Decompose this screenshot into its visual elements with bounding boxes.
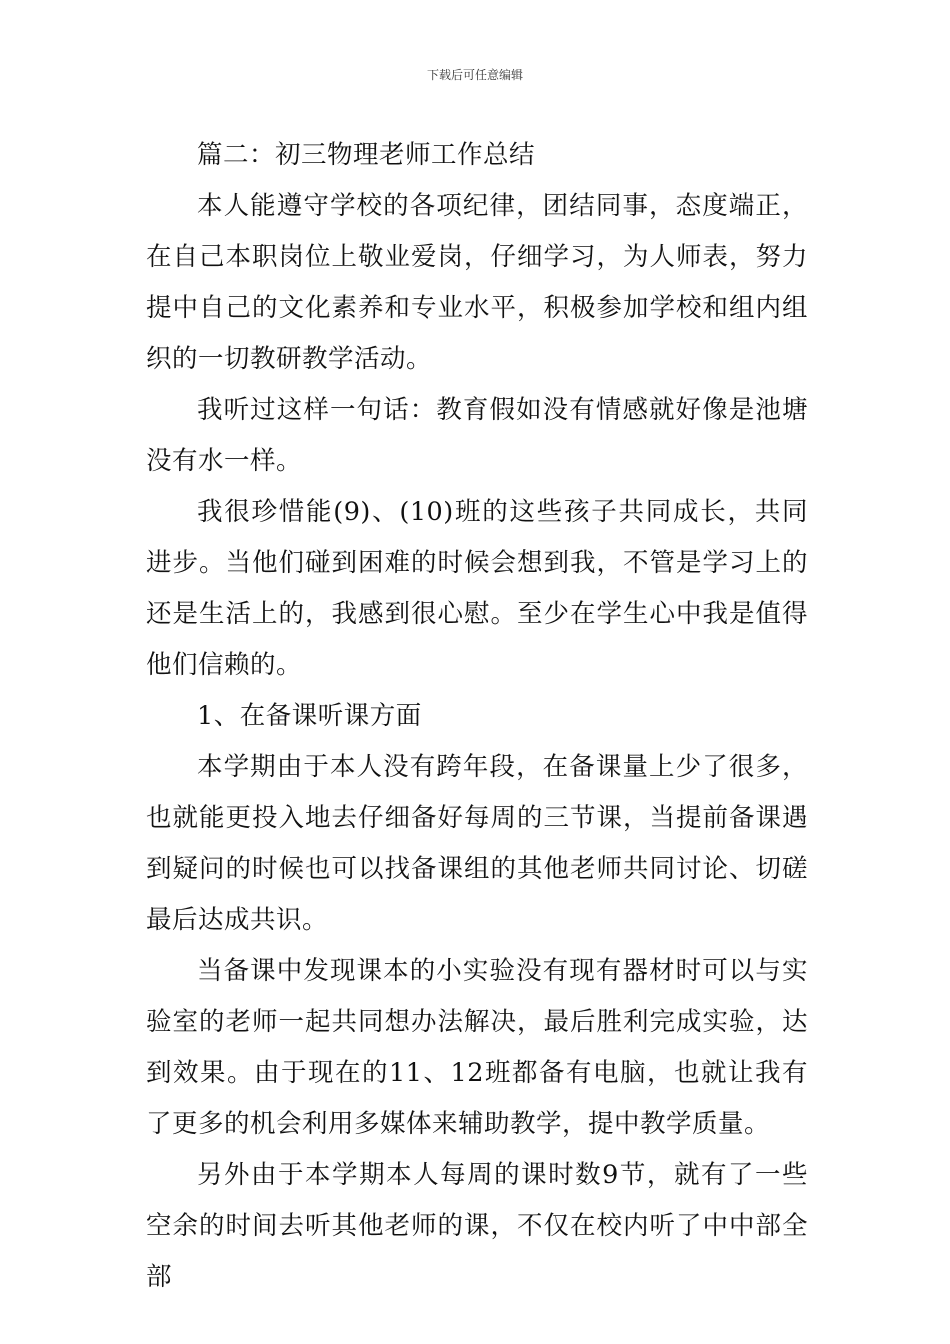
paragraph-quote: 我听过这样一句话：教育假如没有情感就好像是池塘没有水一样。: [146, 395, 808, 476]
paragraph-discipline: 本人能遵守学校的各项纪律，团结同事，态度端正，在自己本职岗位上敬业爱岗，仔细学习，为人师表，努力提中自己的文化素养和专业水平，积极参加学校和组内组织的一切教研教学活动。: [146, 191, 808, 374]
document-body: [146, 130, 808, 1303]
paragraph-experiments: 当备课中发现课本的小实验没有现有器材时可以与实验室的老师一起共同想办法解决，最后胜利完成实验，达到效果。由于现在的11、12班都备有电脑，也就让我有了更多的机会利用多媒体来辅助教学，提中教学质量。: [146, 956, 808, 1139]
section-title: 篇二：初三物理老师工作总结: [197, 140, 536, 170]
paragraph-students: 我很珍惜能(9)、(10)班的这些孩子共同成长，共同进步。当他们碰到困难的时候会想到我，不管是学习上的还是生活上的，我感到很心慰。至少在学生心中我是值得他们信赖的。: [146, 497, 808, 680]
subsection-title-lesson-prep: 1、在备课听课方面: [197, 701, 422, 731]
paragraph-lesson-prep: 本学期由于本人没有跨年段，在备课量上少了很多，也就能更投入地去仔细备好每周的三节课，当提前备课遇到疑问的时候也可以找备课组的其他老师共同讨论、切磋最后达成共识。: [146, 752, 808, 935]
paragraph-observation: 另外由于本学期本人每周的课时数9节，就有了一些空余的时间去听其他老师的课，不仅在校内听了中中部全部: [146, 1160, 808, 1292]
page-header-note: 下载后可任意编辑: [426, 68, 523, 82]
